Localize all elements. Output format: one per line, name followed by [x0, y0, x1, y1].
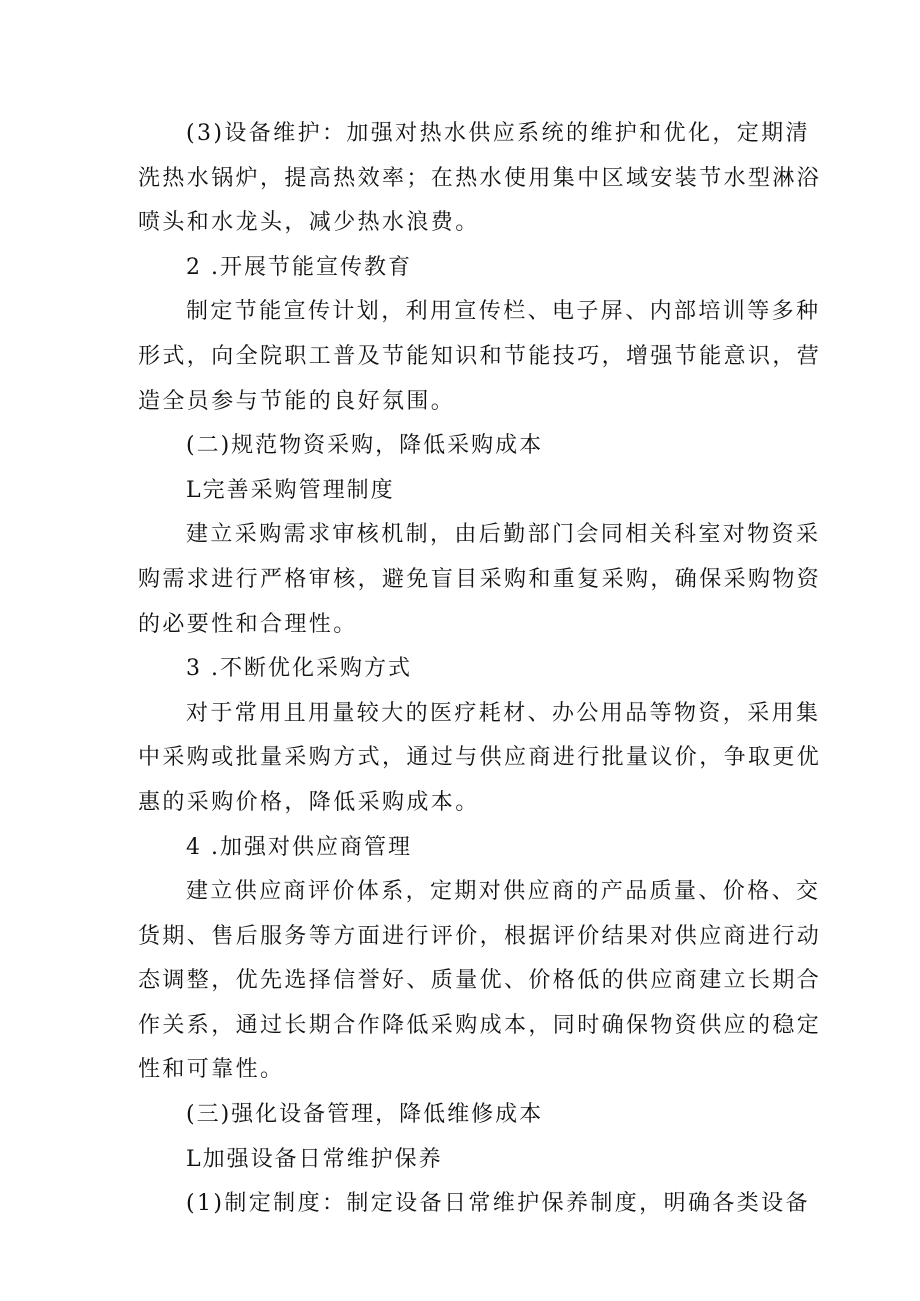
paragraph-line: 洗热水锅炉，提高热效率；在热水使用集中区域安装节水型淋浴: [138, 165, 822, 191]
paragraph-line: 建立供应商评价体系，定期对供应商的产品质量、价格、交: [186, 879, 821, 905]
paragraph-line: 制定节能宣传计划，利用宣传栏、电子屏、内部培训等多种: [186, 299, 821, 325]
section-heading: L加强设备日常维护保养: [186, 1146, 443, 1172]
paragraph-line: 中采购或批量采购方式，通过与供应商进行批量议价，争取更优: [138, 745, 822, 771]
section-heading: 2 .开展节能宣传教育: [186, 254, 412, 280]
section-heading: 4 .加强对供应商管理: [186, 834, 412, 860]
section-heading: L完善采购管理制度: [186, 477, 395, 503]
section-heading: (二)规范物资采购，降低采购成本: [186, 433, 544, 459]
paragraph-line: 货期、售后服务等方面进行评价，根据评价结果对供应商进行动: [138, 923, 822, 949]
paragraph-line: (1)制定制度：制定设备日常维护保养制度，明确各类设备: [186, 1191, 810, 1217]
paragraph-line: 形式，向全院职工普及节能知识和节能技巧，增强节能意识，营: [138, 343, 822, 369]
paragraph-line: 性和可靠性。: [138, 1057, 285, 1083]
paragraph-line: 的必要性和合理性。: [138, 611, 358, 637]
paragraph-line: 喷头和水龙头，减少热水浪费。: [138, 210, 480, 236]
paragraph-line: 惠的采购价格，降低采购成本。: [138, 789, 480, 815]
paragraph-line: 态调整，优先选择信誉好、质量优、价格低的供应商建立长期合: [138, 968, 822, 994]
paragraph-line: 对于常用且用量较大的医疗耗材、办公用品等物资，采用集: [186, 700, 821, 726]
paragraph-line: 建立采购需求审核机制，由后勤部门会同相关科室对物资采: [186, 522, 821, 548]
paragraph-line: 购需求进行严格审核，避免盲目采购和重复采购，确保采购物资: [138, 566, 822, 592]
section-heading: (三)强化设备管理，降低维修成本: [186, 1102, 544, 1128]
section-heading: 3 .不断优化采购方式: [186, 656, 412, 682]
paragraph-line: 作关系，通过长期合作降低采购成本，同时确保物资供应的稳定: [138, 1012, 822, 1038]
paragraph-line: (3)设备维护：加强对热水供应系统的维护和优化，定期清: [186, 121, 810, 146]
paragraph-line: 造全员参与节能的良好氛围。: [138, 388, 456, 414]
